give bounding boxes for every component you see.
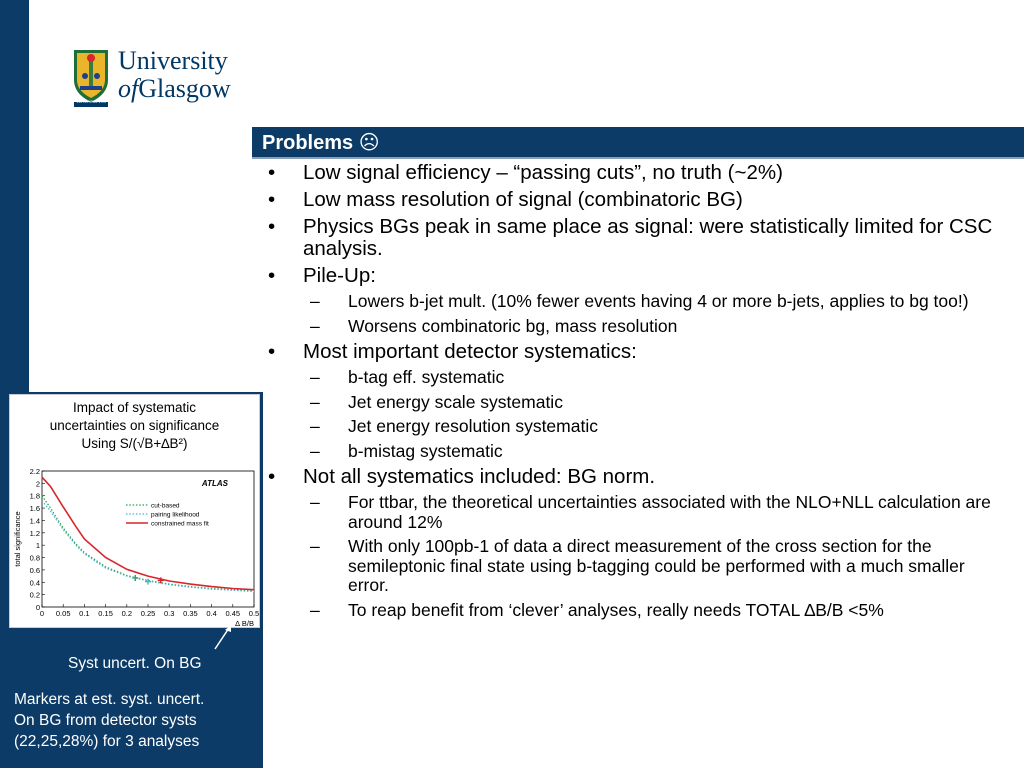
- slide-title: Problems ☹: [262, 132, 380, 154]
- bullet-marker: –: [310, 291, 320, 311]
- x-tick-label: 0.25: [140, 609, 156, 618]
- x-tick-label: 0: [39, 609, 45, 618]
- y-tick-label: 0.8: [29, 553, 40, 563]
- bullet-marker: –: [310, 492, 320, 512]
- x-tick-label: 0.35: [183, 609, 198, 618]
- bullet-text: Not all systematics included: BG norm.: [303, 465, 656, 488]
- y-tick-label: 1: [35, 541, 40, 551]
- bullet-item: [266, 265, 1006, 287]
- bullet-text: Pile-Up:: [303, 264, 376, 287]
- bullet-marker: –: [310, 315, 320, 336]
- bullet-marker: •: [268, 188, 276, 211]
- significance-chart: [10, 453, 259, 627]
- bullet-item: [266, 216, 1006, 260]
- x-tick-label: 0.15: [98, 609, 113, 618]
- bullet-item: [266, 466, 1006, 488]
- bullet-item: [266, 537, 1006, 596]
- bullet-item: [266, 292, 1006, 312]
- chart-panel: [9, 394, 260, 628]
- bullet-text: Jet energy resolution systematic: [348, 416, 598, 436]
- bullet-item: [266, 162, 1006, 184]
- bullet-marker: –: [310, 536, 320, 556]
- y-tick-label: 1.4: [29, 516, 40, 526]
- bullet-item: [266, 393, 1006, 413]
- logo-motto: VIA VERITAS VITA: [76, 100, 106, 104]
- header-bar: [252, 127, 1024, 159]
- bullet-text: To reap benefit from ‘clever’ analyses, really needs TOTAL ∆B/B <5%: [348, 599, 884, 620]
- bullet-text: Low mass resolution of signal (combinatoric BG): [303, 188, 743, 211]
- bullet-text: For ttbar, the theoretical uncertainties associated with the NLO+NLL calculation are around 12%: [348, 492, 991, 532]
- series-line: [42, 501, 254, 592]
- bullet-marker: –: [310, 391, 320, 412]
- bullet-item: [266, 601, 1006, 621]
- plot-frame: [42, 471, 254, 607]
- bullet-marker: –: [310, 367, 320, 387]
- y-axis-label: total significance: [13, 511, 22, 567]
- crest-icon: [72, 46, 110, 108]
- university-logo: [72, 44, 262, 110]
- x-tick-label: 0.4: [206, 609, 217, 618]
- bullet-marker: –: [310, 599, 320, 620]
- y-tick-label: 2: [35, 479, 40, 489]
- bullet-list: [266, 162, 1006, 625]
- legend-entry: constrained mass fit: [151, 520, 209, 528]
- bullet-marker: •: [268, 340, 276, 363]
- bullet-marker: –: [310, 440, 320, 461]
- y-tick-label: 1.6: [29, 504, 40, 514]
- atlas-label: ATLAS: [201, 479, 228, 488]
- bullet-item: [266, 317, 1006, 337]
- series-line: [42, 477, 254, 590]
- y-tick-label: 2.2: [29, 467, 40, 476]
- x-axis-label: ∆ B/B: [235, 619, 254, 627]
- y-tick-label: 0.6: [29, 565, 40, 575]
- logo-glasgow-text: ofGlasgow: [118, 74, 231, 103]
- chart-caption: Impact of systematic uncertainties on significance Using S/(√B+∆B²): [49, 400, 220, 451]
- bullet-text: With only 100pb-1 of data a direct measurement of the cross section for the semileptonic final state using b-tagging could be performed with a much smaller error.: [348, 536, 965, 595]
- bullet-marker: •: [268, 465, 276, 488]
- bullet-item: [266, 368, 1006, 388]
- bullet-item: [266, 341, 1006, 363]
- y-tick-label: 0: [35, 603, 40, 612]
- bullet-text: Jet energy scale systematic: [348, 391, 563, 412]
- y-tick-label: 0.2: [29, 590, 40, 600]
- legend-entry: cut-based: [151, 502, 180, 510]
- bullet-text: b-mistag systematic: [348, 440, 503, 461]
- x-tick-label: 0.05: [55, 609, 71, 618]
- markers-note: Markers at est. syst. uncert. On BG from detector systs (22,25,28%) for 3 analyses: [14, 691, 205, 750]
- x-tick-label: 0.1: [79, 609, 90, 618]
- bullet-text: Most important detector systematics:: [303, 340, 637, 363]
- legend-entry: pairing likelihood: [151, 511, 200, 519]
- bullet-marker: •: [268, 161, 276, 184]
- x-tick-label: 0.3: [163, 609, 175, 618]
- x-tick-label: 0.45: [225, 609, 241, 618]
- bullet-item: [266, 493, 1006, 532]
- bullet-marker: •: [268, 215, 276, 238]
- x-tick-label: 0.2: [121, 609, 133, 618]
- y-tick-label: 1.8: [29, 491, 40, 501]
- bullet-item: [266, 417, 1006, 437]
- bullet-item: [266, 189, 1006, 211]
- bullet-marker: •: [268, 264, 276, 287]
- bullet-text: Low signal efficiency – “passing cuts”, no truth (~2%): [303, 161, 783, 184]
- bullet-text: Physics BGs peak in same place as signal: were statistically limited for CSC analysis.: [303, 215, 993, 260]
- bullet-text: Worsens combinatoric bg, mass resolution: [348, 315, 678, 336]
- bullet-text: Lowers b-jet mult. (10% fewer events having 4 or more b-jets, applies to bg too!): [348, 291, 969, 311]
- bullet-text: b-tag eff. systematic: [348, 367, 505, 387]
- y-tick-label: 1.2: [29, 528, 40, 538]
- syst-uncert-label: Syst uncert. On BG: [68, 655, 202, 672]
- logo-university-text: University: [118, 46, 228, 75]
- bullet-item: [266, 442, 1006, 462]
- x-tick-label: 0.5: [248, 609, 259, 618]
- bullet-marker: –: [310, 416, 320, 436]
- y-tick-label: 0.4: [29, 578, 40, 588]
- arrow-icon: [212, 624, 236, 652]
